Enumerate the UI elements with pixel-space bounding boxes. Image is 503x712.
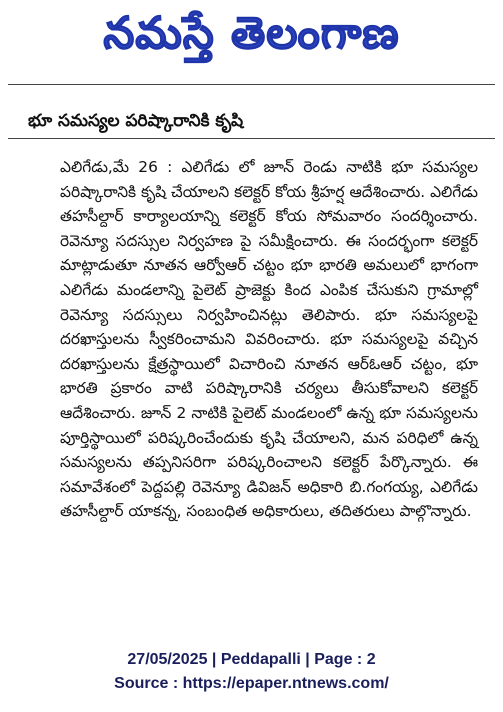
masthead-title: నమస్తే తెలంగాణ	[103, 8, 400, 59]
article-paragraph: ఎలిగేడు,మే 26 : ఎలిగేడు లో జూన్ రెండు నాటికి భూ సమస్యల పరిష్కారానికి కృషి చేయాలని కలెక్టర్ కోయ శ్రీహర్ష ఆదేశించారు. ఎలిగేడు తహసీల్దార్ కార్యాలయాన్ని కలెక్టర్ కోయ సోమవారం సందర్శించారు. రెవెన్యూ సదస్సుల నిర్వహణ పై సమీక్షించారు. ఈ సందర్భంగా కలెక్టర్ మాట్లాడుతూ నూతన ఆర్వోఆర్ చట్టం భూ భారతి అమలులో భాగంగా ఎలిగేడు మండలాన్ని పైలెట్ ప్రాజెక్టు కింద ఎంపిక చేసుకుని గ్రామాల్లో రెవెన్యూ సదస్సులు నిర్వహించినట్లు తెలిపారు. భూ సమస్యలపై దరఖాస్తులను స్వీకరించామని వివరించారు. భూ సమస్యలపై వచ్చిన దరఖాస్తులను క్షేత్రస్థాయిలో విచారించి నూతన ఆర్ఓఆర్ చట్టం, భూ భారతి ప్రకారం వాటి పరిష్కారానికి చర్యలు తీసుకోవాలని కలెక్టర్ ఆదేశించారు. జూన్ 2 నాటికి పైలెట్ మండలంలో ఉన్న భూ సమస్యలను పూర్తిస్థాయిలో పరిష్కరించేందుకు కృషి చేయాలని, మన పరిధిలో ఉన్న సమస్యలను తప్పనిసరిగా పరిష్కరించాలని కలెక్టర్ పేర్కొన్నారు. ఈ సమావేశంలో పెద్దపల్లి రెవెన్యూ డివిజన్ అధికారి బి.గంగయ్య, ఎలిగేడు తహసీల్దార్ యాకన్న, సంబంధిత అధికారులు, తదితరులు పాల్గొన్నారు.	[60, 158, 478, 521]
page-footer	[0, 648, 503, 696]
headline-divider	[8, 138, 495, 139]
footer-source: Source : https://epaper.ntnews.com/	[114, 675, 389, 692]
article-headline: భూ సమస్యల పరిష్కారానికి కృషి	[28, 111, 244, 131]
footer-dateline: 27/05/2025 | Peddapalli | Page : 2	[127, 651, 376, 668]
article-body	[60, 155, 478, 524]
newspaper-masthead	[0, 0, 503, 78]
masthead-divider	[8, 84, 495, 85]
